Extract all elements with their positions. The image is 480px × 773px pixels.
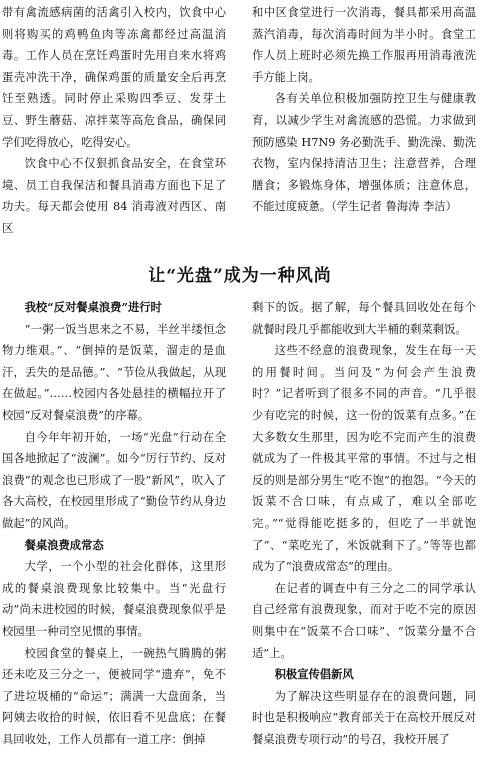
paragraph: 校园食堂的餐桌上，一碗热气腾腾的粥还未吃及三分之一，便被同学“遗弃”，免不了进垃圾桶的“命运”；满满一大盘面条，当阿姨去收拾的时候，依旧看不见盘底；在餐具回收处，工作人员都有一道工序：倒掉 [2,646,226,746]
paragraph: 和中区食堂进行一次消毒，餐具都采用高温蒸汽消毒，每次消毒时间为半小时。食堂工作人员上班时必须先换工作服再用消毒液洗手方能上岗。 [252,6,476,84]
paragraph: 自今年年初开始，一场“光盘”行动在全国各地掀起了“波澜”。如今“厉行节约、反对浪费”的观念也已形成了一股“新风”，吹入了各大高校，在校园里形成了“勤俭节约从身边做起”的风尚。 [2,430,226,530]
paragraph: 这些不经意的浪费现象，发生在每一天的用餐时间。当问及“为何会产生浪费时？”记者听到了很多不同的声音。“几乎很少有吃完的时候，这一份的饭菜有点多。”在大多数女生那里，因为吃不完而产生的浪费就成为了一件极其平常的事情。不过与之相反的则是部分男生“吃不饱”的抱怨。“今天的饭菜不合口味，有点咸了，难以全部吃完。”“觉得能吃挺多的，但吃了一半就饱了”、“菜吃光了，米饭就剩下了。”等等也都成为了“浪费成常态”的理由。 [252,344,476,574]
paragraph: 各有关单位积极加强防控卫生与健康教育，以减少学生对禽流感的恐慌。力求做到预防感染 H7N9 务必勤洗手、勤洗澡、勤洗衣物，室内保持清洁卫生；注意营养，合理膳食；多锻炼身体，增强体质；注意休息，不能过度疲惫。（学生记者 鲁海涛 李洁） [252,92,476,214]
top-left-column [2,2,226,235]
bottom-right-column [252,297,476,771]
top-right-column [252,2,476,227]
paragraph: 饮食中心不仅狠抓食品安全，在食堂环境、员工自我保洁和餐具消毒方面也下足了功夫。每天都会使用 84 消毒液对西区、南区 [2,157,226,235]
paragraph: 剩下的饭。据了解，每个餐具回收处在每个就餐时段几乎都能收到大半桶的剩菜剩饭。 [252,301,476,336]
paragraph: 为了解决这些明显存在的浪费问题，同时也是积极响应“教育部关于在高校开展反对餐桌浪费专项行动”的号召，我校开展了 [252,689,476,746]
paragraph: 在记者的调查中有三分之二的同学承认自己经常有浪费现象，而对于吃不完的原因则集中在“饭菜不合口味”、“饭菜分量不合适”上。 [252,581,476,660]
paragraph: 带有禽流感病菌的活禽引入校内，饮食中心则将购买的鸡鸭鱼肉等冻禽都经过高温消毒。工作人员在烹饪鸡蛋时先用自来水将鸡蛋壳冲洗干净，确保鸡蛋的质量安全后再烹饪至熟透。同时停止采购四季豆、发芽土豆、野生蘑菇、凉拌菜等高危食品，确保同学们吃得放心，吃得安心。 [2,6,226,149]
paragraph: “一粥一饭当思来之不易，半丝半缕恒念物力维艰。”、“倒掉的是饭菜，溜走的是血汗，丢失的是品德。”、“节俭从我做起，从现在做起。”……校园内各处悬挂的横幅拉开了校园“反对餐桌浪费”的序幕。 [2,322,226,422]
section-subheading: 我校“反对餐桌浪费”进行时 [24,300,162,314]
paragraph: 大学，一个小型的社会化群体，这里形成的餐桌浪费现象比较集中。当“光盘行动”尚未进校园的时候，餐桌浪费现象似乎是校园里一种司空见惯的事情。 [2,560,226,638]
section-subheading: 积极宣传倡新风 [274,667,354,682]
section-subheading: 餐桌浪费成常态 [24,537,104,552]
article-headline: 让“光盘”成为一种风尚 [148,266,332,286]
bottom-left-column [2,297,226,771]
